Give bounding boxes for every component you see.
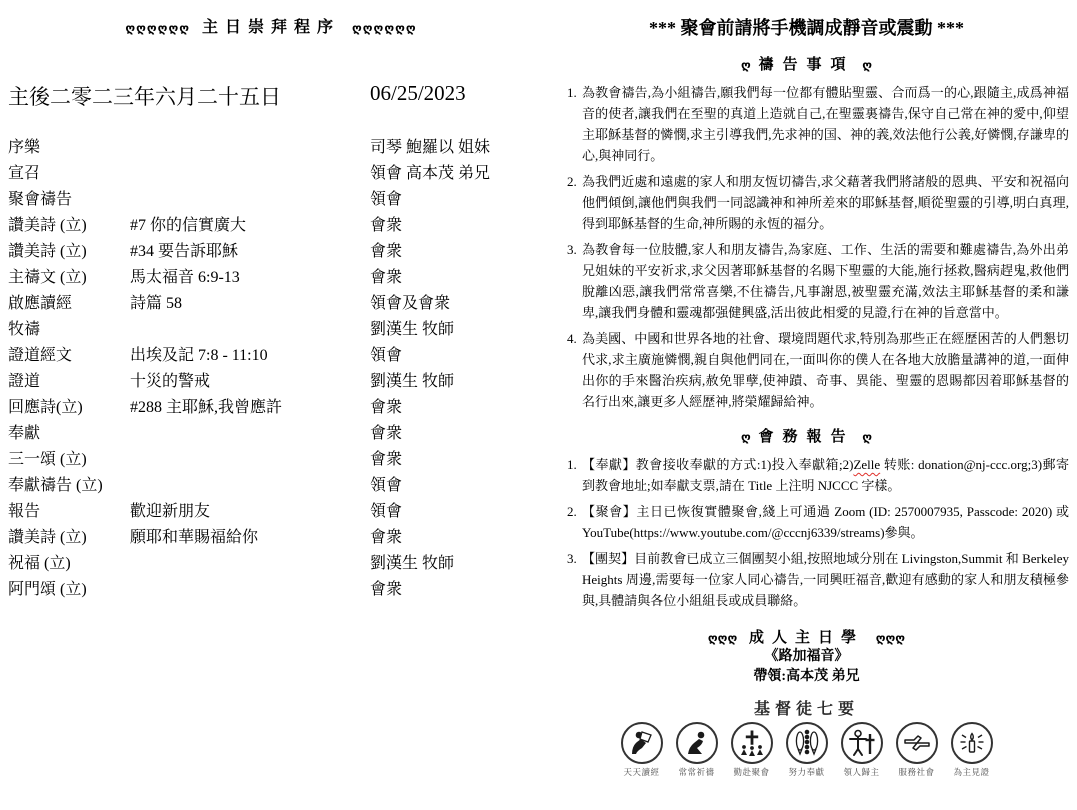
worship-row	[8, 291, 534, 317]
worship-item: 證道	[8, 373, 41, 390]
worship-content: 十災的警戒	[130, 373, 211, 390]
worship-item: 聚會禱告	[8, 191, 73, 208]
worship-item: 回應詩(立)	[8, 399, 83, 416]
date-row	[8, 81, 534, 111]
worship-item: 三一頌 (立)	[8, 451, 87, 468]
worship-who: 劉漢生 牧師	[370, 321, 455, 338]
prayer-item: 3. 為教會每一位肢體,家人和朋友禱告,為家庭、工作、生活的需要和難處禱告,為外出弟兄姐妹的平安祈求,求父因著耶穌基督的名賜下聖靈的大能,施行拯救,醫病趕鬼,救他們脫離凶惡,讓我們常常喜樂,不住禱告,凡事謝恩,被聖靈充滿,效法主耶穌基督的柔和謙卑,讓我們身體和靈魂都强健興盛,活出彼此相愛的見證,行在神的旨意當中。	[580, 239, 1069, 323]
worship-content	[130, 447, 370, 473]
worship-who: 會衆	[370, 217, 403, 234]
worship-item: 讚美詩 (立)	[8, 243, 87, 260]
worship-who: 會衆	[370, 451, 403, 468]
worship-row	[8, 369, 534, 395]
worship-item: 宣召	[8, 165, 41, 182]
worship-row	[8, 239, 534, 265]
sunday-school-title: 成人主日學	[748, 630, 864, 646]
worship-who: 劉漢生 牧師	[370, 373, 455, 390]
worship-who: 領會	[370, 191, 403, 208]
date-chinese: 主後二零二三年六月二十五日	[8, 85, 281, 109]
worship-content: 歡迎新朋友	[130, 503, 211, 520]
worship-content	[130, 473, 370, 499]
worship-row	[8, 317, 534, 343]
logo-item-offering	[782, 722, 832, 778]
announcements-section-header	[544, 425, 1069, 446]
worship-row	[8, 447, 534, 473]
worship-item: 讚美詩 (立)	[8, 217, 87, 234]
worship-item: 奉獻	[8, 425, 41, 442]
worship-item: 序樂	[8, 139, 41, 156]
prayer-item: 4. 為美國、中國和世界各地的社會、環境問題代求,特別為那些正在經歷困苦的人們懇切代求,求主廣施憐憫,親自與他們同在,一面叫你的僕人在各地大放膽量講神的道,一面伸出你的手來醫治疾病,赦免罪孽,使神蹟、奇事、異能、聖靈的恩賜都因着耶穌基督的名行出來,讓更多人經歷神,將榮耀歸給神。	[580, 328, 1069, 412]
worship-item: 祝福 (立)	[8, 555, 71, 572]
silence-notice: *** 聚會前請將手機調成靜音或震動 ***	[649, 18, 964, 38]
title-ornament-left-icon: ღღღღღღ	[125, 21, 190, 35]
person-cross-icon	[841, 722, 883, 764]
school-ornament-right-icon: ღღღ	[875, 631, 906, 645]
title-ornament-right-icon: ღღღღღღ	[352, 21, 417, 35]
prayer-ornament-right-icon: ღ	[862, 58, 873, 72]
kneeling-prayer-icon	[676, 722, 718, 764]
worship-content: 願耶和華賜福給你	[130, 529, 259, 546]
worship-who: 會衆	[370, 399, 403, 416]
worship-content: #34 要告訴耶穌	[130, 243, 239, 260]
worship-who: 會衆	[370, 243, 403, 260]
worship-who: 會衆	[370, 269, 403, 286]
prayer-ornament-left-icon: ღ	[740, 58, 751, 72]
school-leader: 帶領:高本茂 弟兄	[753, 669, 860, 684]
worship-who: 司琴 鮑羅以 姐妹	[370, 139, 491, 156]
worship-content: 詩篇 58	[130, 295, 183, 312]
worship-item: 啟應讀經	[8, 295, 73, 312]
prayer-section-header	[544, 53, 1069, 74]
sunday-school-section	[544, 626, 1069, 687]
announcement-text: 【奉獻】教會接收奉獻的方式:1)投入奉獻箱;2)	[582, 457, 854, 472]
icon-label: 領人歸主	[843, 767, 880, 777]
worship-content: #7 你的信實廣大	[130, 217, 247, 234]
worship-content	[130, 551, 370, 577]
date-english: 06/25/2023	[370, 81, 466, 105]
announcements-section-title: 會務報告	[758, 429, 855, 445]
school-ornament-left-icon: ღღღ	[707, 631, 738, 645]
serving-hands-icon	[896, 722, 938, 764]
worship-content	[130, 135, 370, 161]
icon-label: 常常祈禱	[678, 767, 715, 777]
worship-row	[8, 161, 534, 187]
logo-item-meeting	[727, 722, 777, 778]
worship-who: 會衆	[370, 581, 403, 598]
worship-content	[130, 577, 370, 603]
school-book: 《路加福音》	[764, 649, 849, 664]
worship-row	[8, 525, 534, 551]
worship-item: 證道經文	[8, 347, 73, 364]
worship-row	[8, 265, 534, 291]
worship-item: 阿門頌 (立)	[8, 581, 87, 598]
worship-who: 領會	[370, 347, 403, 364]
icon-label: 天天讀經	[623, 767, 660, 777]
worship-row	[8, 421, 534, 447]
worship-who: 領會	[370, 477, 403, 494]
worship-row	[8, 473, 534, 499]
announcement-text: 【團契】目前教會已成立三個團契小組,按照地域分別在 Livingston,Summit 和 Berkeley Heights 周邊,需要每一位家人同心禱告,一同興旺福音,歡迎有感動的家人和朋友積極參與,具體請與各位小組組長或成員聯絡。	[582, 551, 1069, 608]
worship-item: 奉獻禱告 (立)	[8, 477, 103, 494]
spellcheck-word: Zelle	[853, 457, 881, 472]
worship-row	[8, 343, 534, 369]
announcement-item	[580, 548, 1069, 611]
announcement-list	[544, 454, 1069, 611]
announcement-text: 【聚會】主日已恢復實體聚會,綫上可通過 Zoom (ID: 2570007935, Passcode: 2020) 或 YouTube(https://www.youtube.com/@cccnj6339/streams)參與。	[582, 504, 1069, 540]
worship-item: 主禱文 (立)	[8, 269, 87, 286]
announcement-item	[580, 454, 1069, 496]
logo-item-service	[892, 722, 942, 778]
announcement-item	[580, 501, 1069, 543]
worship-content: 出埃及記 7:8 - 11:10	[130, 347, 268, 364]
bulletin-title-row	[8, 14, 534, 37]
worship-who: 領會	[370, 503, 403, 520]
logo-item-prayer	[672, 722, 722, 778]
worship-who: 領會 高本茂 弟兄	[370, 165, 491, 182]
announcements-ornament-right-icon: ღ	[862, 430, 873, 444]
worship-order-column	[0, 0, 538, 810]
icon-label: 勤赴聚會	[733, 767, 770, 777]
worship-row	[8, 213, 534, 239]
worship-content	[130, 187, 370, 213]
announcement-text: 转账: donation@nj-ccc.org;3)郵寄到教會地址;如奉獻支票,請在 Title 上注明 NJCCC 字樣。	[582, 457, 1069, 493]
worship-item: 牧禱	[8, 321, 41, 338]
worship-content	[130, 317, 370, 343]
prayer-list	[544, 82, 1069, 412]
logo-title: 基督徒七要	[753, 701, 859, 718]
sunday-school-header	[544, 626, 1069, 647]
logo-icons-row	[544, 722, 1069, 778]
prayer-item: 2. 為我們近處和遠處的家人和朋友恆切禱告,求父藉著我們將諸般的恩典、平安和祝福向他們傾倒,讓他們與我們一同認識神和神所差來的耶穌基督,順從聖靈的引導,明白真理,得到耶穌基督的生命,神所賜的永恆的福分。	[580, 171, 1069, 234]
worship-item: 報告	[8, 503, 41, 520]
worship-content: #288 主耶穌,我曾應許	[130, 399, 283, 416]
prayer-item: 1. 為教會禱告,為小組禱告,願我們每一位都有體貼聖靈、合而爲一的心,跟隨主,成爲神福音的使者,讓我們在至聖的真道上造就自己,在聖靈裏禱告,保守自己常在神的愛中,仰望主耶穌基督的憐憫,求主引導我們,先求神的国、神的義,效法他行公義,好憐憫,存謙卑的心,與神同行。	[580, 82, 1069, 166]
announcements-ornament-left-icon: ღ	[740, 430, 751, 444]
worship-row	[8, 499, 534, 525]
worship-row	[8, 395, 534, 421]
icon-label: 服務社會	[898, 767, 935, 777]
worship-who: 會衆	[370, 529, 403, 546]
worship-row	[8, 135, 534, 161]
logo-item-witness	[947, 722, 997, 778]
worship-content: 馬太福音 6:9-13	[130, 269, 240, 286]
worship-row	[8, 187, 534, 213]
christian-seven-logo	[544, 696, 1069, 778]
worship-row	[8, 551, 534, 577]
logo-item-reading	[617, 722, 667, 778]
worship-who: 領會及會衆	[370, 295, 451, 312]
worship-who: 劉漢生 牧師	[370, 555, 455, 572]
page-title: 主日崇拜程序	[201, 19, 340, 36]
icon-label: 為主見證	[953, 767, 990, 777]
icon-label: 努力奉獻	[788, 767, 825, 777]
logo-item-evangelism	[837, 722, 887, 778]
worship-content	[130, 161, 370, 187]
worship-who: 會衆	[370, 425, 403, 442]
worship-rows	[8, 135, 534, 603]
worship-content	[130, 421, 370, 447]
candle-icon	[951, 722, 993, 764]
bible-reading-icon	[621, 722, 663, 764]
cross-congregation-icon	[731, 722, 773, 764]
worship-row	[8, 577, 534, 603]
prayer-section-title: 禱告事項	[758, 57, 855, 73]
fish-coins-icon	[786, 722, 828, 764]
worship-item: 讚美詩 (立)	[8, 529, 87, 546]
announcements-column	[538, 0, 1077, 810]
